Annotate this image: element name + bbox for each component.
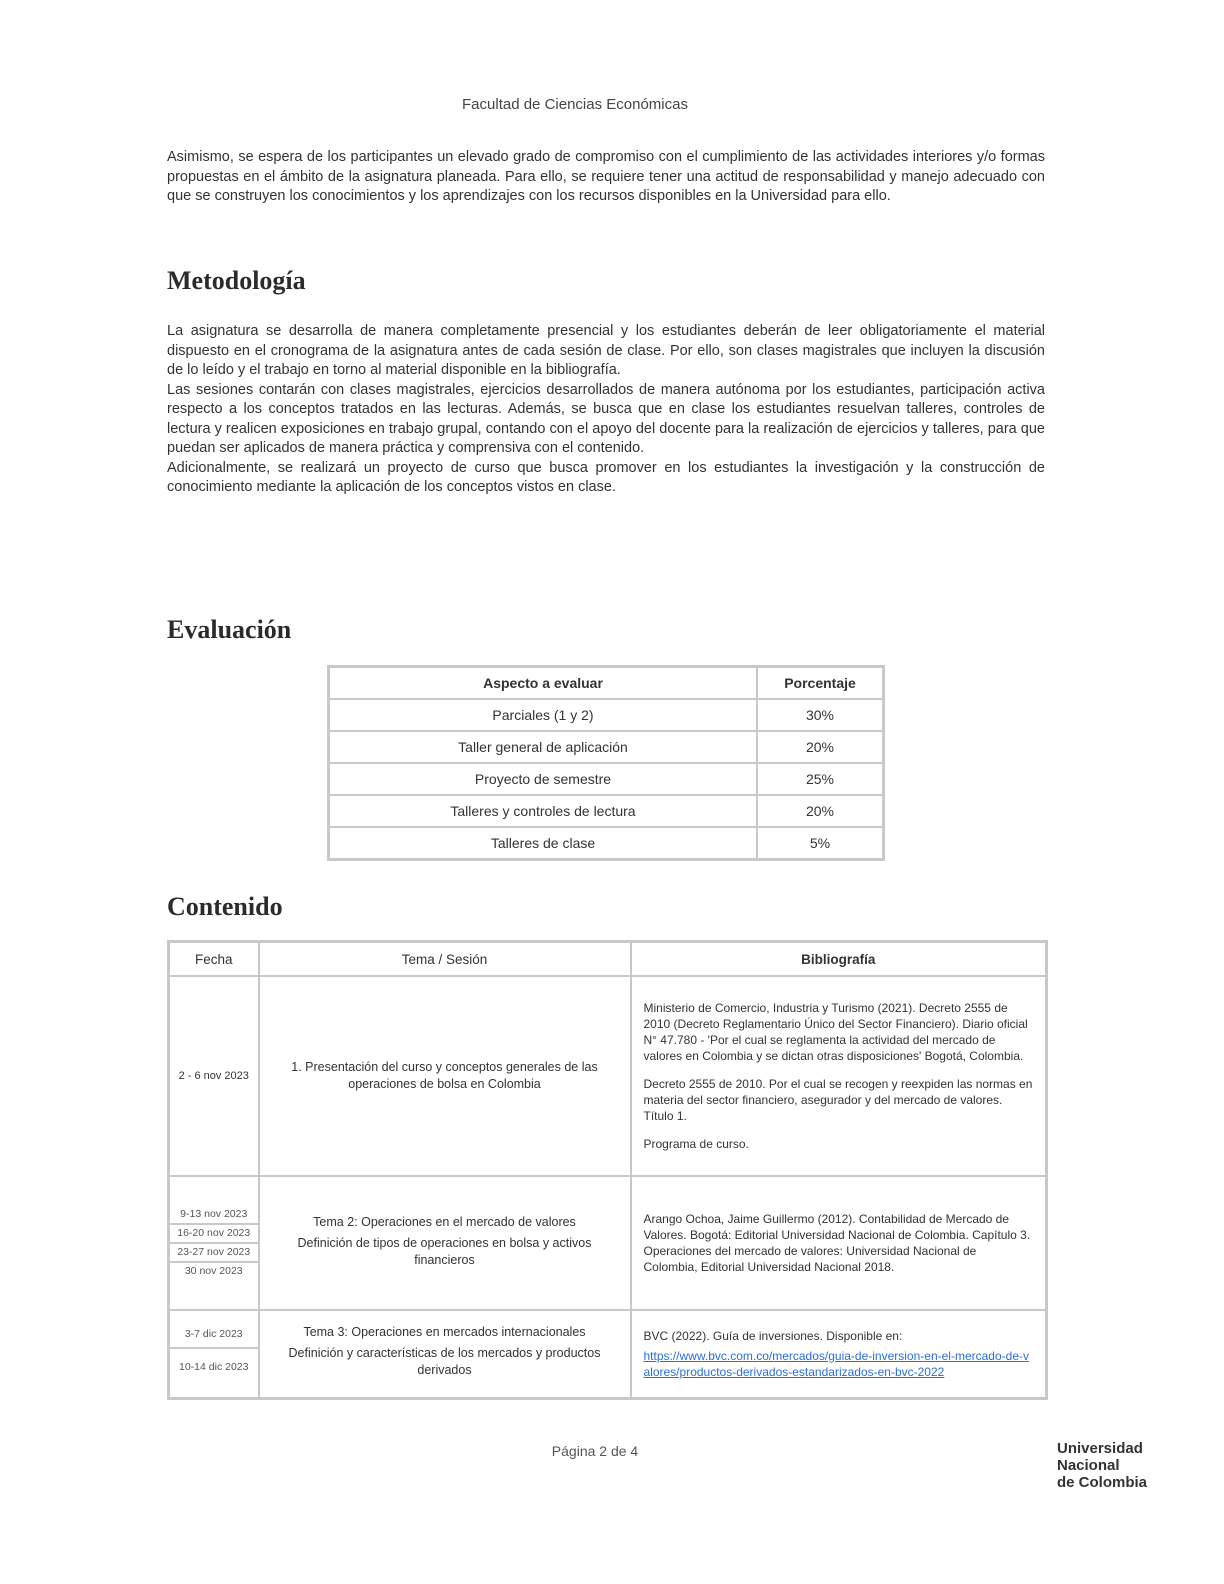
contenido-heading: Contenido: [167, 892, 283, 921]
bibliography-cell: [631, 1310, 1047, 1398]
topic-cell: [259, 1310, 631, 1398]
column-header-bibliography: Bibliografía: [631, 942, 1047, 977]
metodologia-heading: Metodología: [167, 266, 306, 295]
date-cell: 2 - 6 nov 2023: [169, 976, 259, 1176]
metodologia-p2: Las sesiones contarán con clases magistrales, ejercicios desarrollados de manera autónoma por los estudiantes, participación activa respecto a los conceptos tratados en las lecturas. Además, se busca que en clase los estudiantes resuelvan talleres, controles de lectura y realicen exposiciones en trabajo grupal, contando con el apoyo del docente para la realización de ejercicios y talleres, para que puedan ser aplicados de manera práctica y comprensiva con el contenido.: [167, 381, 1045, 456]
date-subcell: 3-7 dic 2023: [170, 1322, 258, 1349]
metodologia-body: [167, 322, 1045, 498]
date-subcell: 16-20 nov 2023: [170, 1225, 258, 1244]
date-cell: [169, 1176, 259, 1310]
logo-line: de Colombia: [1057, 1474, 1148, 1491]
topic-cell: 1. Presentación del curso y conceptos generales de las operaciones de bolsa en Colombia: [259, 976, 631, 1176]
page-header: Facultad de Ciencias Económicas: [462, 96, 688, 113]
aspect-cell: Talleres de clase: [329, 827, 758, 860]
topic-cell: [259, 1176, 631, 1310]
column-header-aspect: Aspecto a evaluar: [329, 667, 758, 700]
date-subcell: 30 nov 2023: [184, 1265, 243, 1277]
date-subcell: 23-27 nov 2023: [170, 1244, 258, 1263]
content-row: [169, 1310, 1047, 1398]
bibliography-cell: [631, 976, 1047, 1176]
content-header-row: [169, 942, 1047, 977]
logo-line: Nacional: [1057, 1457, 1120, 1474]
content-row: [169, 976, 1047, 1176]
date-subcell: 9-13 nov 2023: [170, 1206, 258, 1225]
date-subcell: 10-14 dic 2023: [179, 1360, 249, 1373]
topic-description: Definición y características de los mercados y productos derivados: [288, 1346, 601, 1378]
evaluation-row: [329, 795, 884, 827]
topic-description: Definición de tipos de operaciones en bolsa y activos financieros: [297, 1235, 592, 1267]
bibliography-entry: Decreto 2555 de 2010. Por el cual se recogen y reexpiden las normas en materia del sector financiero, asegurador y del mercado de valores. Título 1.: [643, 1077, 1033, 1123]
content-table: [167, 940, 1048, 1400]
aspect-cell: Taller general de aplicación: [329, 731, 758, 763]
bibliography-cell: [631, 1176, 1047, 1310]
aspect-cell: Talleres y controles de lectura: [329, 795, 758, 827]
aspect-cell: Proyecto de semestre: [329, 763, 758, 795]
page-number: Página 2 de 4: [551, 1443, 639, 1459]
bibliography-entry: Ministerio de Comercio, Industria y Turismo (2021). Decreto 2555 de 2010 (Decreto Reglamentario Único del Sector Financiero). Diario oficial N° 47.780 - 'Por el cual se reglamenta la actividad del mercado de valores en Colombia y se dictan otras disposiciones' Bogotá, Colombia.: [643, 1001, 1028, 1063]
intro-text: Asimismo, se espera de los participantes un elevado grado de compromiso con el cumplimiento de las actividades interiores y/o formas propuestas en el ámbito de la asignatura planeada. Para ello, se requiere tener una actitud de responsabilidad y manejo adecuado con que se construyen los conocimientos y los aprendizajes con los recursos disponibles en la Universidad para ello.: [167, 149, 1045, 204]
bibliography-entry: BVC (2022). Guía de inversiones. Disponible en:: [643, 1328, 903, 1343]
metodologia-p1: La asignatura se desarrolla de manera completamente presencial y los estudiantes deberán de leer obligatoriamente el material dispuesto en el cronograma de la asignatura antes de cada sesión de clase. Por ello, son clases magistrales que incluyen la discusión de lo leído y el trabajo en torno al material disponible en la bibliografía.: [167, 323, 1045, 378]
evaluation-row: [329, 731, 884, 763]
evaluation-table: [327, 665, 885, 861]
percentage-cell: 25%: [757, 763, 884, 795]
column-header-percentage: Porcentaje: [757, 667, 884, 700]
topic-title: Tema 3: Operaciones en mercados internacionales: [303, 1325, 586, 1340]
university-logo: [1057, 1440, 1147, 1491]
logo-line: Universidad: [1057, 1440, 1143, 1457]
percentage-cell: 5%: [757, 827, 884, 860]
intro-paragraph: [167, 148, 1045, 207]
aspect-cell: Parciales (1 y 2): [329, 699, 758, 731]
bibliography-entry: Programa de curso.: [643, 1137, 749, 1151]
metodologia-p3: Adicionalmente, se realizará un proyecto de curso que busca promover en los estudiantes la investigación y la construcción de conocimiento mediante la aplicación de los conceptos vistos en clase.: [167, 459, 1045, 495]
evaluation-row: [329, 699, 884, 731]
column-header-date: Fecha: [169, 942, 259, 977]
content-row: [169, 1176, 1047, 1310]
column-header-topic: Tema / Sesión: [259, 942, 631, 977]
bibliography-entry: Arango Ochoa, Jaime Guillermo (2012). Contabilidad de Mercado de Valores. Bogotá: Editorial Universidad Nacional de Colombia. Capítulo 3. Operaciones del mercado de valores: Universidad Nacional de Colombia, Editorial Universidad Nacional 2018.: [643, 1212, 1031, 1274]
percentage-cell: 20%: [757, 795, 884, 827]
percentage-cell: 30%: [757, 699, 884, 731]
bibliography-link[interactable]: https://www.bvc.com.co/mercados/guia-de-inversion-en-el-mercado-de-valores/productos-derivados-estandarizados-en-bvc-2022: [643, 1348, 1029, 1379]
topic-title: Tema 2: Operaciones en el mercado de valores: [313, 1214, 576, 1229]
evaluation-row: [329, 827, 884, 860]
percentage-cell: 20%: [757, 731, 884, 763]
evaluacion-heading: Evaluación: [167, 615, 292, 644]
date-cell: [169, 1310, 259, 1398]
evaluation-header-row: [329, 667, 884, 700]
evaluation-row: [329, 763, 884, 795]
